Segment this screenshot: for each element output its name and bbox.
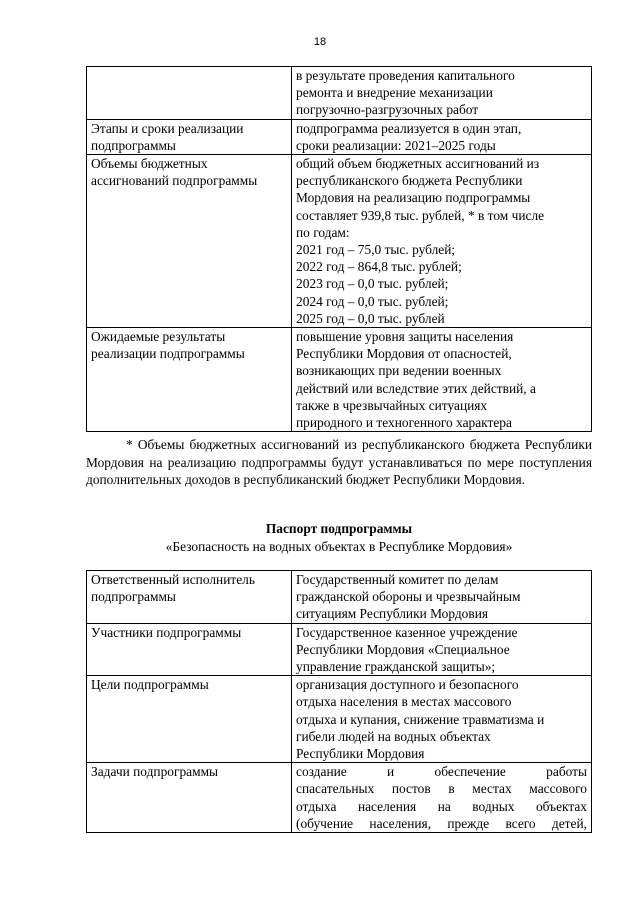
cell-line: природного и техногенного характера — [296, 415, 512, 431]
row-label-cell — [87, 155, 292, 328]
cell-line: действий или вследствие этих действий, а — [296, 380, 536, 396]
table-row — [87, 155, 592, 328]
row-label-cell — [87, 67, 292, 120]
cell-line: подпрограммы — [91, 589, 176, 605]
cell-line: гибели людей на водных объектах — [296, 728, 491, 744]
cell-line: 2024 год – 0,0 тыс. рублей; — [296, 293, 449, 309]
cell-line: Ожидаемые результаты — [91, 329, 226, 345]
cell-line: республиканского бюджета Республики — [296, 173, 523, 189]
cell-line: 2021 год – 75,0 тыс. рублей; — [296, 242, 456, 258]
cell-line: отдыха населения в местах массового — [296, 694, 512, 710]
cell-line: подпрограммы — [91, 137, 176, 153]
row-value-cell — [292, 328, 592, 432]
cell-line: Мордовия на реализацию подпрограммы — [296, 190, 531, 206]
cell-line: Республики Мордовия «Специальное — [296, 641, 510, 657]
cell-line: 2025 год – 0,0 тыс. рублей — [296, 310, 445, 326]
cell-line: ассигнований подпрограммы — [91, 173, 258, 189]
row-value-cell — [292, 763, 592, 833]
row-label-cell — [87, 571, 292, 624]
table2-body — [87, 571, 592, 833]
row-label-cell — [87, 763, 292, 833]
cell-line: составляет 939,8 тыс. рублей, * в том числе — [296, 207, 545, 223]
cell-line: погрузочно-разгрузочных работ — [296, 102, 479, 118]
table-row — [87, 119, 592, 154]
cell-line: спасательных постов в местах массового — [296, 781, 587, 797]
row-label-cell — [87, 623, 292, 676]
cell-line: общий объем бюджетных ассигнований из — [296, 156, 540, 172]
cell-line: Задачи подпрограммы — [91, 764, 219, 780]
passport-title: Паспорт подпрограммы — [265, 521, 413, 536]
cell-line: управление гражданской защиты»; — [296, 659, 496, 675]
cell-line: также в чрезвычайных ситуациях — [296, 397, 488, 413]
table-row — [87, 571, 592, 624]
cell-line: реализации подпрограммы — [91, 346, 245, 362]
cell-line: (обучение населения, прежде всего детей, — [296, 815, 587, 831]
row-label-cell — [87, 119, 292, 154]
cell-line: Государственное казенное учреждение — [296, 624, 518, 640]
page-number: 18 — [313, 36, 327, 48]
cell-line: возникающих при ведении военных — [296, 363, 502, 379]
row-value-cell — [292, 119, 592, 154]
cell-line: Ответственный исполнитель — [91, 572, 255, 587]
cell-line: Государственный комитет по делам — [296, 572, 499, 587]
cell-line: сроки реализации: 2021–2025 годы — [296, 137, 496, 153]
cell-line: подпрограмма реализуется в один этап, — [296, 120, 522, 136]
subprogram-table-continued — [86, 66, 592, 432]
cell-line: по годам: — [296, 224, 350, 240]
row-value-cell — [292, 67, 592, 120]
cell-line: повышение уровня защиты населения — [296, 329, 514, 345]
passport-heading — [86, 520, 592, 555]
table-row — [87, 763, 592, 833]
cell-line: ремонта и внедрение механизации — [296, 85, 493, 101]
cell-line: Цели подпрограммы — [91, 677, 209, 693]
table1-body — [87, 67, 592, 432]
budget-footnote: * Объемы бюджетных ассигнований из республиканского бюджета Республики Мордовия на реализацию подпрограммы будут устанавливаться по мере поступления дополнительных доходов в республиканский бюджет Республики Мордовия. — [86, 437, 592, 487]
table-row — [87, 623, 592, 676]
cell-line: 2023 год – 0,0 тыс. рублей; — [296, 276, 449, 292]
cell-line: отдыха и купания, снижение травматизма и — [296, 711, 545, 727]
row-value-cell — [292, 571, 592, 624]
cell-line: в результате проведения капитального — [296, 68, 515, 83]
table-row — [87, 676, 592, 763]
cell-line: Объемы бюджетных — [91, 156, 208, 172]
cell-line: организация доступного и безопасного — [296, 677, 519, 693]
row-label-cell — [87, 676, 292, 763]
cell-line: создание и обеспечение работы — [296, 764, 587, 780]
cell-line: Этапы и сроки реализации — [91, 120, 244, 136]
cell-line: отдыха населения на водных объектах — [296, 798, 587, 814]
cell-line: Участники подпрограммы — [91, 624, 242, 640]
passport-subtitle: «Безопасность на водных объектах в Республике Мордовия» — [165, 538, 513, 554]
cell-line: гражданской обороны и чрезвычайным — [296, 589, 521, 605]
table-row — [87, 328, 592, 432]
row-value-cell — [292, 623, 592, 676]
row-value-cell — [292, 155, 592, 328]
passport-table — [86, 570, 592, 833]
cell-line: ситуациям Республики Мордовия — [296, 606, 489, 622]
row-value-cell — [292, 676, 592, 763]
row-label-cell — [87, 328, 292, 432]
cell-line: 2022 год – 864,8 тыс. рублей; — [296, 259, 462, 275]
cell-line: Республики Мордовия от опасностей, — [296, 346, 512, 362]
table-row — [87, 67, 592, 120]
cell-line: Республики Мордовия — [296, 746, 425, 762]
